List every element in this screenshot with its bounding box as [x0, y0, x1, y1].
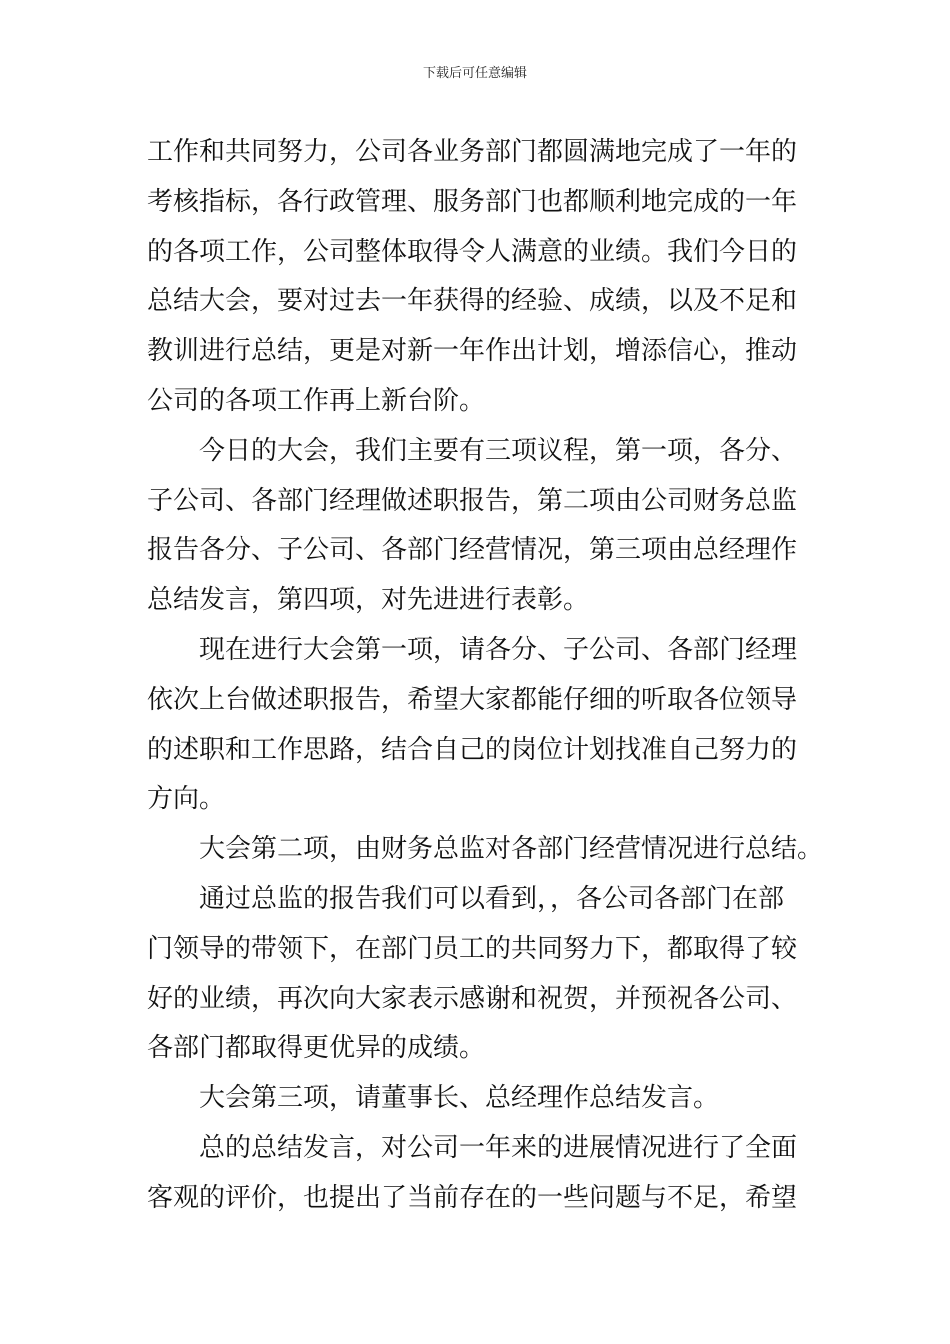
text-line: 报告各分、子公司、各部门经营情况，第三项由总经理作	[147, 535, 798, 566]
paragraph-first-line: 今日的大会，我们主要有三项议程，第一项，各分、	[199, 435, 798, 466]
text-line: 总结大会，要对过去一年获得的经验、成绩，以及不足和	[147, 286, 798, 317]
text-line: 考核指标，各行政管理、服务部门也都顺利地完成的一年	[147, 186, 798, 217]
text-line: 工作和共同努力，公司各业务部门都圆满地完成了一年的	[147, 137, 798, 167]
text-line: 各部门都取得更优异的成绩。	[147, 1033, 486, 1064]
text-line: 的各项工作，公司整体取得令人满意的业绩。我们今日的	[147, 236, 798, 267]
document-body	[147, 128, 824, 1224]
text-line: 好的业绩，再次向大家表示感谢和祝贺，并预祝各公司、	[147, 983, 798, 1014]
paragraph-first-line: 总的总结发言，对公司一年来的进展情况进行了全面	[199, 1132, 798, 1163]
paragraph-first-line: 现在进行大会第一项，请各分、子公司、各部门经理	[199, 634, 798, 665]
text-line: 门领导的带领下，在部门员工的共同努力下，都取得了较	[147, 933, 798, 964]
paragraph-first-line: 大会第二项，由财务总监对各部门经营情况进行总结。	[199, 834, 824, 865]
text-line: 依次上台做述职报告，希望大家都能仔细的听取各位领导	[147, 684, 798, 715]
text-line: 子公司、各部门经理做述职报告，第二项由公司财务总监	[147, 485, 798, 516]
page-header: 下载后可任意编辑	[422, 66, 527, 81]
text-line: 教训进行总结，更是对新一年作出计划，增添信心，推动	[147, 336, 798, 367]
text-line: 客观的评价，也提出了当前存在的一些问题与不足，希望	[147, 1182, 798, 1213]
paragraph-first-line: 大会第三项，请董事长、总经理作总结发言。	[199, 1083, 720, 1114]
text-line: 公司的各项工作再上新台阶。	[147, 385, 486, 416]
text-line: 总结发言，第四项，对先进进行表彰。	[147, 585, 590, 616]
text-line: 的述职和工作思路，结合自己的岗位计划找准自己努力的	[147, 734, 798, 765]
text-line: 方向。	[147, 784, 226, 815]
paragraph-first-line: 通过总监的报告我们可以看到，，各公司各部门在部	[199, 883, 785, 914]
